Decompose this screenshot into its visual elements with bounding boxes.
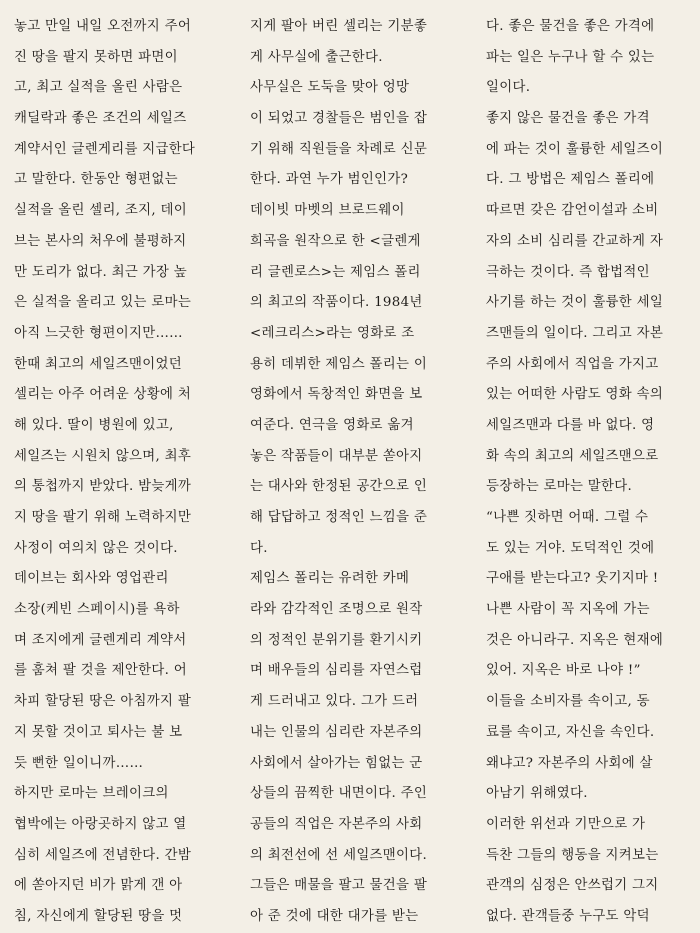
text-line: 브는 본사의 처우에 불평하지 <box>14 233 187 249</box>
text-line: 은 실적을 올리고 있는 로마는 <box>14 295 192 311</box>
text-line: 고 말한다. 한동안 형편없는 <box>14 172 178 188</box>
text-line: 사무실은 도둑을 맞아 엉망 <box>250 80 410 96</box>
text-line: 아직 느긋한 형편이지만…… <box>14 325 183 341</box>
text-line: 소장(케빈 스페이시)를 욕하 <box>14 602 180 618</box>
text-line: <레크리스>라는 영화로 조 <box>250 325 415 341</box>
text-line: 한때 최고의 세일즈맨이었던 <box>14 356 182 372</box>
text-line: 즈맨들의 일이다. 그리고 자본 <box>486 325 664 341</box>
text-line: 리 글렌로스>는 제임스 폴리 <box>250 264 421 280</box>
text-line: 사정이 여의치 않은 것이다. <box>14 540 178 556</box>
text-line: 영화에서 독창적인 화면을 보 <box>250 387 423 403</box>
text-line: 이들을 소비자를 속이고, 동 <box>486 694 650 710</box>
text-line: 진 땅을 팔지 못하면 파면이 <box>14 49 178 65</box>
text-line: 에 파는 것이 훌륭한 세일즈이 <box>486 141 664 157</box>
text-line: 화 속의 최고의 세일즈맨으로 <box>486 448 659 464</box>
text-line: 료를 속이고, 자신을 속인다. <box>486 724 655 740</box>
text-line: 극하는 것이다. 즉 합법적인 <box>486 264 650 280</box>
text-line: 다. 그 방법은 제임스 폴리에 <box>486 172 655 188</box>
text-line: 다. <box>250 540 268 556</box>
text-line: 심히 세일즈에 전념한다. 간밤 <box>14 847 192 863</box>
text-line: 의 최전선에 선 세일즈맨이다. <box>250 847 428 863</box>
text-column-3 <box>486 12 696 933</box>
text-line: 지게 팔아 버린 셀리는 기분좋 <box>250 19 428 34</box>
text-line: 자의 소비 심리를 간교하게 자 <box>486 233 664 249</box>
text-line: 관객의 심정은 안쓰럽기 그지 <box>486 878 659 894</box>
text-line: 만 도리가 없다. 최근 가장 높 <box>14 264 187 280</box>
text-line: 등장하는 로마는 말한다. <box>486 479 633 495</box>
text-line: 라와 감각적인 조명으로 원작 <box>250 602 423 618</box>
text-line: 는 대사와 한정된 공간으로 인 <box>250 479 428 495</box>
text-line: 기 위해 직원들을 차례로 신문 <box>250 141 428 157</box>
text-line: 사회에서 살아가는 힘없는 군 <box>250 755 423 771</box>
text-line: 차피 할당된 땅은 아침까지 팔 <box>14 694 192 710</box>
text-line: 아남기 위해였다. <box>486 786 588 802</box>
text-line: 하지만 로마는 브레이크의 <box>14 786 169 802</box>
text-line: 득찬 그들의 행동을 지켜보는 <box>486 847 659 863</box>
text-line: 셀리는 아주 어려운 상황에 처 <box>14 387 192 403</box>
text-column-1 <box>14 12 224 933</box>
text-line: 침, 자신에게 할당된 땅을 멋 <box>14 908 183 924</box>
text-line: 아 준 것에 대한 대가를 받는 <box>250 908 419 924</box>
text-line: 고, 최고 실적을 올린 사람은 <box>14 80 183 96</box>
text-line: 왜냐고? 자본주의 사회에 살 <box>486 755 653 771</box>
text-line: 내는 인물의 심리란 자본주의 <box>250 724 423 740</box>
text-line: 희곡을 원작으로 한 <글렌게 <box>250 233 421 249</box>
text-line: 협박에는 아랑곳하지 않고 열 <box>14 816 187 832</box>
text-line: 상들의 끔찍한 내면이다. 주인 <box>250 786 428 802</box>
text-line: 없다. 관객들중 누구도 악덕 <box>486 908 650 924</box>
text-line: 일이다. <box>486 80 531 96</box>
text-line: 듯 뻔한 일이니까…… <box>14 755 144 771</box>
text-line: 의 통첩까지 받았다. 밤늦게까 <box>14 479 192 495</box>
text-line: 게 드러내고 있다. 그가 드러 <box>250 694 419 710</box>
text-line: 를 훔쳐 팔 것을 제안한다. 어 <box>14 663 187 679</box>
text-line: 실적을 올린 셀리, 조지, 데이 <box>14 203 187 219</box>
text-line: 있는 어떠한 사람도 영화 속의 <box>486 387 664 403</box>
text-line: 데이빗 마벳의 브로드웨이 <box>250 203 405 219</box>
text-line: 놓은 작품들이 대부분 쏟아지 <box>250 448 423 464</box>
text-line: 세일즈맨과 다를 바 없다. 영 <box>486 417 655 433</box>
text-line: 이러한 위선과 기만으로 가 <box>486 816 646 832</box>
text-line: 해 답답하고 정적인 느낌을 준 <box>250 510 428 525</box>
text-line: 며 배우들의 심리를 자연스럽 <box>250 663 423 679</box>
text-line: 의 정적인 분위기를 환기시키 <box>250 632 423 648</box>
text-line: 나쁜 사람이 꼭 지옥에 가는 <box>486 602 650 618</box>
text-line: 그들은 매물을 팔고 물건을 팔 <box>250 878 428 894</box>
text-line: 사기를 하는 것이 훌륭한 세일 <box>486 295 664 311</box>
text-line: 해 있다. 딸이 병원에 있고, <box>14 417 174 433</box>
text-line: 좋지 않은 물건을 좋은 가격 <box>486 111 650 127</box>
text-line: 세일즈는 시원치 않으며, 최후 <box>14 448 192 464</box>
text-column-2 <box>250 12 460 933</box>
text-line: 있어. 지옥은 바로 나야 !” <box>486 663 641 679</box>
text-line: 게 사무실에 출근한다. <box>250 49 383 65</box>
text-line: 공들의 직업은 자본주의 사회 <box>250 816 423 832</box>
text-line: 도 있는 거야. 도덕적인 것에 <box>486 540 655 556</box>
text-line: 며 조지에게 글렌게리 계약서 <box>14 632 187 648</box>
text-line: “나쁜 짓하면 어때. 그럴 수 <box>486 510 649 525</box>
text-line: 지 땅을 팔기 위해 노력하지만 <box>14 510 192 525</box>
text-line: 제임스 폴리는 유려한 카메 <box>250 571 410 587</box>
text-line: 다. 좋은 물건을 좋은 가격에 <box>486 19 655 34</box>
text-line: 주의 사회에서 직업을 가지고 <box>486 356 659 372</box>
text-line: 캐딜락과 좋은 조건의 세일즈 <box>14 111 187 127</box>
text-line: 에 쏟아지던 비가 맑게 갠 아 <box>14 878 183 894</box>
text-line: 데이브는 회사와 영업관리 <box>14 571 169 587</box>
text-line: 파는 일은 누구나 할 수 있는 <box>486 49 655 65</box>
text-line: 것은 아니라구. 지옥은 현재에 <box>486 632 664 648</box>
text-line: 이 되었고 경찰들은 범인을 잡 <box>250 111 428 127</box>
text-line: 놓고 만일 내일 오전까지 주어 <box>14 19 192 34</box>
text-line: 따르면 갖은 감언이설과 소비 <box>486 203 659 219</box>
text-line: 한다. 과연 누가 범인인가? <box>250 172 409 188</box>
text-line: 의 최고의 작품이다. 1984년 <box>250 295 423 311</box>
text-line: 여준다. 연극을 영화로 옮겨 <box>250 417 414 433</box>
text-line: 구애를 받는다고? 웃기지마 ! <box>486 571 659 587</box>
text-line: 지 못할 것이고 퇴사는 불 보 <box>14 724 183 740</box>
text-line: 용히 데뷔한 제임스 폴리는 이 <box>250 356 428 372</box>
text-line: 계약서인 글렌게리를 지급한다 <box>14 141 196 157</box>
